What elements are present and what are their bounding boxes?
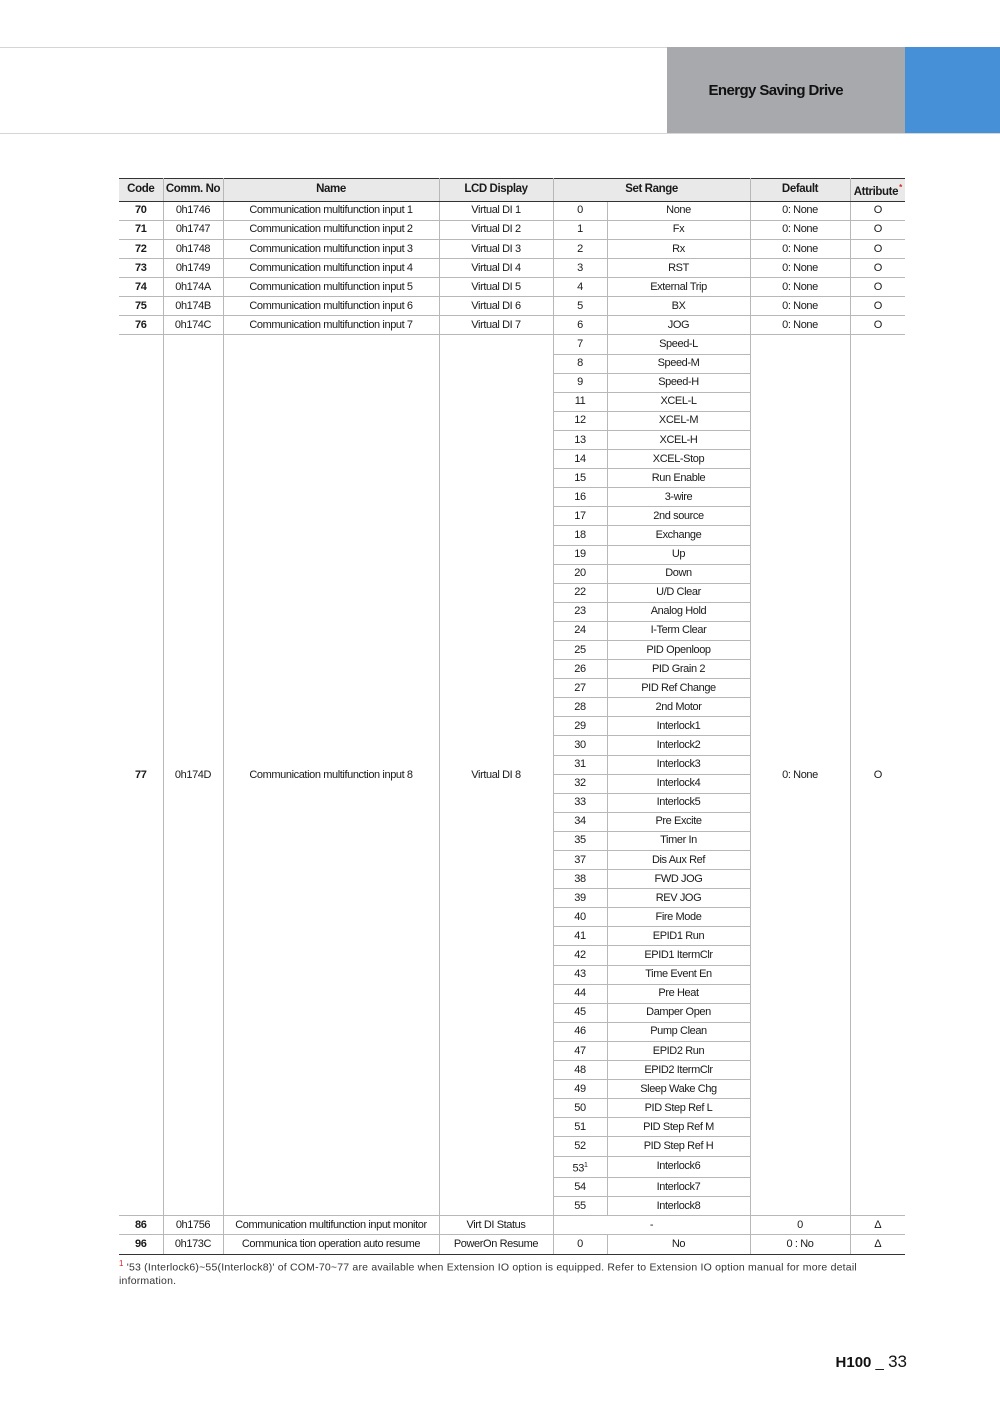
attribute-cell: O xyxy=(850,240,905,259)
section-title: Energy Saving Drive xyxy=(708,81,843,99)
lcd-display-cell: Virtual DI 6 xyxy=(439,297,553,316)
range-number-cell xyxy=(553,526,607,545)
range-number: 29 xyxy=(574,719,586,732)
range-number-cell xyxy=(553,984,607,1003)
range-number: 44 xyxy=(574,987,586,1000)
range-number-cell xyxy=(553,774,607,793)
range-value-cell: Sleep Wake Chg xyxy=(607,1080,750,1099)
range-number-cell: 4 xyxy=(553,278,607,297)
range-number-cell xyxy=(553,870,607,889)
range-number: 23 xyxy=(574,605,586,618)
range-value-cell: FWD JOG xyxy=(607,870,750,889)
range-value-cell: BX xyxy=(607,297,750,316)
range-value-cell: 2nd source xyxy=(607,507,750,526)
range-number-cell xyxy=(553,1022,607,1041)
range-number-cell xyxy=(553,698,607,717)
range-number-cell xyxy=(553,545,607,564)
range-number-cell: 1 xyxy=(553,220,607,239)
range-number-cell xyxy=(553,621,607,640)
range-number: 49 xyxy=(574,1082,586,1095)
header-bottom-rule xyxy=(0,133,1000,134)
col-header-name: Name xyxy=(223,179,439,202)
range-number: 53 xyxy=(572,1162,584,1175)
range-value-cell: Pump Clean xyxy=(607,1022,750,1041)
range-number-cell xyxy=(553,507,607,526)
default-cell: 0: None xyxy=(750,201,850,220)
col-header-attribute xyxy=(850,179,905,202)
lcd-display-cell: Virtual DI 7 xyxy=(439,316,553,335)
col-header-set-range: Set Range xyxy=(553,179,750,202)
col-header-lcd-display: LCD Display xyxy=(439,179,553,202)
range-number: 16 xyxy=(574,490,586,503)
range-number: 38 xyxy=(574,872,586,885)
range-number: 18 xyxy=(574,528,586,541)
name-cell: Communication multifunction input 7 xyxy=(223,316,439,335)
default-cell: 0: None xyxy=(750,278,850,297)
range-number-cell: 5 xyxy=(553,297,607,316)
section-accent-block xyxy=(905,47,1000,133)
range-value-cell: Interlock5 xyxy=(607,793,750,812)
range-number-cell xyxy=(553,335,607,354)
comm-no-cell: 0h174A xyxy=(163,278,223,297)
range-number: 22 xyxy=(574,586,586,599)
range-number: 35 xyxy=(574,834,586,847)
range-number: 19 xyxy=(574,548,586,561)
range-value-cell: Interlock3 xyxy=(607,755,750,774)
lcd-display-cell: Virtual DI 5 xyxy=(439,278,553,297)
range-number-cell: 0 xyxy=(553,1235,607,1254)
range-number: 37 xyxy=(574,853,586,866)
range-value-cell: Analog Hold xyxy=(607,602,750,621)
range-value-cell: 3-wire xyxy=(607,488,750,507)
range-number: 25 xyxy=(574,643,586,656)
table-row xyxy=(119,1216,905,1235)
default-cell: 0 xyxy=(750,1216,850,1235)
range-number: 45 xyxy=(574,1006,586,1019)
range-number: 28 xyxy=(574,700,586,713)
attribute-label: Attribute xyxy=(853,185,899,198)
default-cell: 0: None xyxy=(750,259,850,278)
range-number-cell xyxy=(553,793,607,812)
table-row xyxy=(119,297,905,316)
range-value-cell: PID Grain 2 xyxy=(607,660,750,679)
range-number: 47 xyxy=(574,1044,586,1057)
name-cell: Communica tion operation auto resume xyxy=(223,1235,439,1254)
range-number-cell xyxy=(553,851,607,870)
range-value-cell: PID Ref Change xyxy=(607,679,750,698)
col-header-default: Default xyxy=(750,179,850,202)
range-number-cell xyxy=(553,717,607,736)
lcd-display-cell: Virtual DI 2 xyxy=(439,220,553,239)
table-row xyxy=(119,1235,905,1254)
range-cell: - xyxy=(553,1216,750,1235)
range-number-cell xyxy=(553,812,607,831)
range-number-cell xyxy=(553,1099,607,1118)
header-top-rule xyxy=(0,47,667,48)
range-number-cell xyxy=(553,373,607,392)
range-value-cell: Rx xyxy=(607,240,750,259)
range-number: 33 xyxy=(574,796,586,809)
range-number: 40 xyxy=(574,910,586,923)
comm-no-cell: 0h1747 xyxy=(163,220,223,239)
range-value-cell: Pre Heat xyxy=(607,984,750,1003)
range-number: 30 xyxy=(574,739,586,751)
col-header-code: Code xyxy=(119,179,163,202)
range-number-cell xyxy=(553,1118,607,1137)
comm-no-cell: 0h174C xyxy=(163,316,223,335)
range-value-cell: XCEL-M xyxy=(607,411,750,430)
range-number: 15 xyxy=(574,471,586,484)
range-number: 9 xyxy=(577,376,583,389)
range-value-cell: Speed-H xyxy=(607,373,750,392)
range-number-cell xyxy=(553,889,607,908)
range-value-cell: Fire Mode xyxy=(607,908,750,927)
range-value-cell: Exchange xyxy=(607,526,750,545)
code-cell: 77 xyxy=(119,335,163,1216)
range-number: 20 xyxy=(574,567,586,580)
table-row xyxy=(119,335,905,354)
range-number: 17 xyxy=(574,509,586,522)
table-row xyxy=(119,240,905,259)
name-cell: Communication multifunction input monitor xyxy=(223,1216,439,1235)
lcd-display-cell: Virtual DI 8 xyxy=(439,335,553,1216)
range-value-cell: Interlock6 xyxy=(607,1156,750,1178)
code-cell: 73 xyxy=(119,259,163,278)
default-cell: 0 : No xyxy=(750,1235,850,1254)
code-cell: 75 xyxy=(119,297,163,316)
attribute-cell: O xyxy=(850,297,905,316)
attribute-cell: O xyxy=(850,220,905,239)
name-cell: Communication multifunction input 6 xyxy=(223,297,439,316)
range-value-cell: XCEL-Stop xyxy=(607,450,750,469)
range-value-cell: Damper Open xyxy=(607,1003,750,1022)
range-number: 34 xyxy=(574,815,586,828)
range-number: 14 xyxy=(574,452,586,465)
footer-model: H100 xyxy=(835,1354,872,1371)
range-number: 24 xyxy=(574,624,586,637)
range-value-cell: Dis Aux Ref xyxy=(607,851,750,870)
comm-no-cell: 0h174D xyxy=(163,335,223,1216)
page-number: 33 xyxy=(888,1352,907,1371)
attribute-cell: O xyxy=(850,259,905,278)
range-value-cell: PID Step Ref H xyxy=(607,1137,750,1156)
footnote-mark: 1 xyxy=(119,1259,124,1268)
range-number: 27 xyxy=(574,681,586,694)
range-value-cell: Speed-M xyxy=(607,354,750,373)
footer-separator: _ xyxy=(871,1354,889,1371)
range-value-cell: PID Openloop xyxy=(607,640,750,659)
range-number: 41 xyxy=(574,929,586,942)
range-value-cell: PID Step Ref L xyxy=(607,1099,750,1118)
range-value-cell: EPID2 ItermClr xyxy=(607,1061,750,1080)
range-number: 51 xyxy=(574,1120,586,1133)
range-value-cell: EPID1 Run xyxy=(607,927,750,946)
lcd-display-cell: Virt DI Status xyxy=(439,1216,553,1235)
name-cell: Communication multifunction input 2 xyxy=(223,220,439,239)
lcd-display-cell: PowerOn Resume xyxy=(439,1235,553,1254)
comm-no-cell: 0h1748 xyxy=(163,240,223,259)
range-value-cell: Down xyxy=(607,564,750,583)
range-value-cell: I-Term Clear xyxy=(607,621,750,640)
range-number-cell xyxy=(553,660,607,679)
range-value-cell: RST xyxy=(607,259,750,278)
parameter-table xyxy=(119,178,905,1255)
range-number-cell xyxy=(553,488,607,507)
col-header-comm-no: Comm. No xyxy=(163,179,223,202)
comm-no-cell: 0h1746 xyxy=(163,201,223,220)
lcd-display-cell: Virtual DI 1 xyxy=(439,201,553,220)
range-number-cell xyxy=(553,927,607,946)
range-value-cell: Time Event En xyxy=(607,965,750,984)
attribute-cell: O xyxy=(850,278,905,297)
code-cell: 72 xyxy=(119,240,163,259)
range-number-cell xyxy=(553,1156,607,1178)
range-number: 7 xyxy=(577,338,583,351)
lcd-display-cell: Virtual DI 4 xyxy=(439,259,553,278)
default-cell: 0: None xyxy=(750,220,850,239)
range-number-cell xyxy=(553,946,607,965)
comm-no-cell: 0h173C xyxy=(163,1235,223,1254)
comm-no-cell: 0h1756 xyxy=(163,1216,223,1235)
range-number: 55 xyxy=(574,1199,586,1212)
range-number-cell xyxy=(553,583,607,602)
range-number: 42 xyxy=(574,949,586,962)
code-cell: 71 xyxy=(119,220,163,239)
default-cell: 0: None xyxy=(750,335,850,1216)
range-value-cell: EPID1 ItermClr xyxy=(607,946,750,965)
code-cell: 76 xyxy=(119,316,163,335)
range-number-cell: 2 xyxy=(553,240,607,259)
table-header-row xyxy=(119,179,905,202)
range-value-cell: No xyxy=(607,1235,750,1254)
name-cell: Communication multifunction input 1 xyxy=(223,201,439,220)
range-number-cell xyxy=(553,392,607,411)
range-value-cell: 2nd Motor xyxy=(607,698,750,717)
attribute-asterisk: * xyxy=(899,183,902,192)
range-number: 13 xyxy=(574,433,586,446)
range-value-cell: External Trip xyxy=(607,278,750,297)
default-cell: 0: None xyxy=(750,316,850,335)
range-number-cell xyxy=(553,1061,607,1080)
range-number-cell xyxy=(553,965,607,984)
name-cell: Communication multifunction input 8 xyxy=(223,335,439,1216)
range-number: 11 xyxy=(574,395,586,408)
range-number-cell xyxy=(553,430,607,449)
range-number: 43 xyxy=(574,968,586,981)
code-cell: 74 xyxy=(119,278,163,297)
attribute-cell: O xyxy=(850,316,905,335)
range-number: 46 xyxy=(574,1025,586,1038)
attribute-cell: Δ xyxy=(850,1235,905,1254)
range-value-cell: Interlock8 xyxy=(607,1197,750,1216)
range-number-cell: 6 xyxy=(553,316,607,335)
range-number-cell xyxy=(553,1003,607,1022)
range-number-cell xyxy=(553,640,607,659)
footnote-text: '53 (Interlock6)~55(Interlock8)' of COM-70~77 are available when Extension IO option is equipped. Refer to Extension IO option manual for more detail information. xyxy=(119,1261,857,1287)
range-value-cell: Interlock7 xyxy=(607,1178,750,1197)
range-value-cell: EPID2 Run xyxy=(607,1041,750,1060)
range-number-cell xyxy=(553,736,607,755)
range-number: 8 xyxy=(577,357,583,370)
table-row xyxy=(119,259,905,278)
range-value-cell: XCEL-H xyxy=(607,430,750,449)
page-footer xyxy=(836,1352,907,1372)
range-value-cell: Speed-L xyxy=(607,335,750,354)
range-value-cell: Interlock1 xyxy=(607,717,750,736)
footnote xyxy=(119,1257,899,1288)
comm-no-cell: 0h174B xyxy=(163,297,223,316)
range-value-cell: Run Enable xyxy=(607,469,750,488)
range-value-cell: XCEL-L xyxy=(607,392,750,411)
range-number: 48 xyxy=(574,1063,586,1076)
range-number-cell xyxy=(553,1137,607,1156)
range-number-cell xyxy=(553,469,607,488)
range-value-cell: Up xyxy=(607,545,750,564)
footnote-reference: 1 xyxy=(583,1161,588,1169)
default-cell: 0: None xyxy=(750,297,850,316)
section-header-band xyxy=(667,47,905,133)
table-row xyxy=(119,201,905,220)
code-cell: 86 xyxy=(119,1216,163,1235)
range-number: 50 xyxy=(574,1101,586,1114)
range-number-cell xyxy=(553,564,607,583)
range-number-cell xyxy=(553,1041,607,1060)
attribute-cell: O xyxy=(850,201,905,220)
range-value-cell: Pre Excite xyxy=(607,812,750,831)
range-number-cell xyxy=(553,602,607,621)
range-value-cell: Timer In xyxy=(607,831,750,850)
table-row xyxy=(119,278,905,297)
range-number-cell xyxy=(553,1080,607,1099)
table-row xyxy=(119,220,905,239)
table-row xyxy=(119,316,905,335)
range-number-cell xyxy=(553,450,607,469)
range-number: 32 xyxy=(574,777,586,790)
range-number: 52 xyxy=(574,1139,586,1152)
comm-no-cell: 0h1749 xyxy=(163,259,223,278)
range-number: 39 xyxy=(574,891,586,904)
name-cell: Communication multifunction input 4 xyxy=(223,259,439,278)
range-number-cell xyxy=(553,1178,607,1197)
range-number: 54 xyxy=(574,1180,586,1193)
range-number-cell xyxy=(553,908,607,927)
range-value-cell: REV JOG xyxy=(607,889,750,908)
range-number-cell xyxy=(553,354,607,373)
range-number-cell xyxy=(553,1197,607,1216)
code-cell: 70 xyxy=(119,201,163,220)
range-number: 31 xyxy=(574,758,586,771)
code-cell: 96 xyxy=(119,1235,163,1254)
range-number-cell xyxy=(553,831,607,850)
range-number: 26 xyxy=(574,662,586,675)
range-value-cell: Interlock4 xyxy=(607,774,750,793)
range-number-cell: 0 xyxy=(553,201,607,220)
range-number: 12 xyxy=(574,414,586,427)
range-number-cell xyxy=(553,755,607,774)
range-value-cell: None xyxy=(607,201,750,220)
range-value-cell: JOG xyxy=(607,316,750,335)
range-value-cell: U/D Clear xyxy=(607,583,750,602)
attribute-cell: O xyxy=(850,335,905,1216)
lcd-display-cell: Virtual DI 3 xyxy=(439,240,553,259)
range-value-cell: PID Step Ref M xyxy=(607,1118,750,1137)
name-cell: Communication multifunction input 5 xyxy=(223,278,439,297)
range-value-cell: Interlock2 xyxy=(607,736,750,755)
range-number-cell xyxy=(553,411,607,430)
range-value-cell: Fx xyxy=(607,220,750,239)
name-cell: Communication multifunction input 3 xyxy=(223,240,439,259)
default-cell: 0: None xyxy=(750,240,850,259)
range-number-cell xyxy=(553,679,607,698)
attribute-cell: Δ xyxy=(850,1216,905,1235)
range-number-cell: 3 xyxy=(553,259,607,278)
